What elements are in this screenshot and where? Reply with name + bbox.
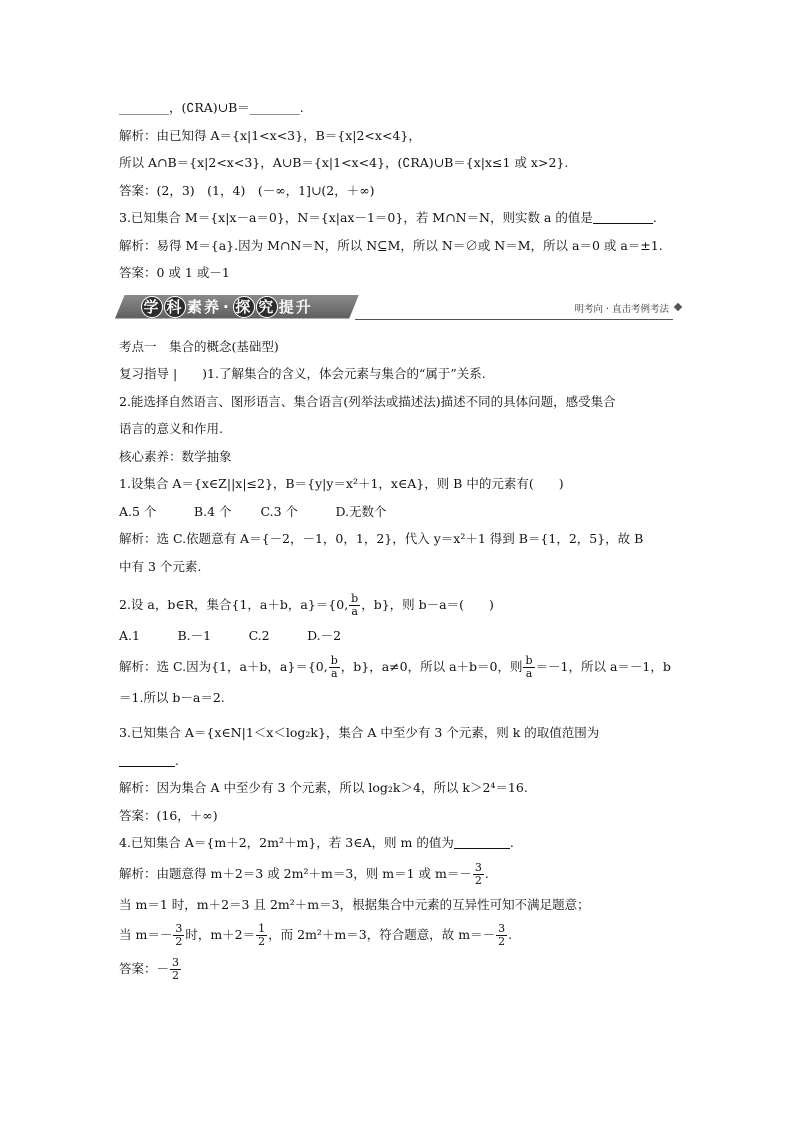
analysis-line: 解析：由题意得 m＋2＝3 或 2m²＋m＝3，则 m＝1 或 m＝－ $\frac{3}{2}$ . (119, 860, 489, 887)
answer-blank (593, 210, 653, 224)
fraction: $\frac{3}{2}$ (474, 860, 482, 887)
analysis-line: 当 m＝－ $\frac{3}{2}$ 时，m＋2＝ $\frac{1}{2}$ ，而 2m²＋m＝3，符合题意，故 m＝－ $\frac{3}{2}$ . (119, 922, 513, 948)
analysis-line: 解析：因为集合 A 中至少有 3 个元素，所以 log₂k＞4，所以 k＞2⁴＝16. (119, 780, 528, 795)
fraction: $\frac{b}{a}$ (351, 592, 359, 618)
analysis-line: 解析：选 C.依题意有 A＝{－2，－1，0，1，2}，代入 y＝x²＋1 得到 B＝{1，2，5}，故 B (119, 531, 644, 546)
review-guide: 语言的意义和作用. (119, 421, 223, 436)
answer-blank (119, 753, 175, 767)
analysis-line: 中有 3 个元素. (119, 558, 202, 574)
banner-rule (355, 319, 673, 320)
question-1-stem: 1.设集合 A＝{x∈Z||x|≤2}，B＝{y|y＝x²＋1，x∈A}，则 B 中的元素有( ) (119, 476, 564, 491)
question-3-stem: 3.已知集合 M＝{x|x－a＝0}，N＝{x|ax－1＝0}，若 M∩N＝N，则实数 a 的值是 . (119, 210, 657, 225)
analysis-line: 当 m＝1 时，m＋2＝3 且 2m²＋m＝3，根据集合中元素的互异性可知不满足题意； (119, 896, 590, 912)
analysis-line: 所以 A∩B＝{x|2<x<3}，A∪B＝{x|1<x<4}，(∁RA)∪B＝{x|x≤1 或 x>2}. (119, 155, 569, 170)
section-banner (115, 293, 681, 323)
banner-subtitle: 明考向 · 直击考例考法 (574, 303, 669, 315)
content (119, 94, 679, 986)
answer-blank (454, 835, 510, 849)
banner-title: 学 科 素养 · 探 究 提升 (141, 296, 315, 318)
answer-line: 答案：－ $\frac{3}{2}$ (119, 956, 180, 982)
question-3-blank: . (119, 747, 679, 775)
fraction: $\frac{b}{a}$ (330, 653, 338, 680)
question-1-options: A.5 个 B.4 个 C.3 个 D.无数个 (119, 503, 387, 519)
review-guide: 复习指导 | )1.了解集合的含义，体会元素与集合的“属于”关系. (119, 366, 486, 381)
fraction: $\frac{b}{a}$ (525, 653, 533, 680)
analysis-line: ＝1.所以 b－a＝2. (119, 689, 225, 705)
answer-line: 答案：(2，3) (1，4) (－∞，1]∪(2，＋∞) (119, 182, 375, 198)
fraction: $\frac{3}{2}$ (175, 922, 183, 948)
core-literacy: 核心素养：数学抽象 (119, 448, 232, 464)
fraction: $\frac{3}{2}$ (498, 922, 506, 948)
section-heading: 考点一 集合的概念(基础型) (119, 338, 279, 354)
answer-blank-line: ________，(∁RA)∪B＝________. (119, 100, 304, 115)
review-guide: 2.能选择自然语言、图形语言、集合语言(列举法或描述法)描述不同的具体问题，感受集合 (119, 393, 616, 409)
fraction: $\frac{3}{2}$ (172, 956, 180, 982)
analysis-line: 解析：选 C.因为{1，a＋b，a}＝{0, $\frac{b}{a}$ ，b}，a≠0，所以 a＋b＝0，则 $\frac{b}{a}$ ＝－1，所以 a＝－1，b (119, 653, 671, 680)
question-2-options: A.1 B.－1 C.2 D.－2 (119, 628, 342, 643)
question-3-stem: 3.已知集合 A＝{x∈N|1＜x＜log₂k}，集合 A 中至少有 3 个元素，则 k 的取值范围为 (119, 725, 600, 740)
analysis-line: 解析：易得 M＝{a}.因为 M∩N＝N，所以 N⊆M，所以 N＝∅或 N＝M，所以 a＝0 或 a＝±1. (119, 237, 663, 253)
fraction: $\frac{1}{2}$ (258, 922, 266, 948)
question-2-stem: 2.设 a，b∈R，集合{1，a＋b，a}＝{0, $\frac{b}{a}$ ，b}，则 b－a＝( ) (119, 592, 494, 618)
diamond-icon (674, 302, 682, 310)
answer-line: 答案：0 或 1 或－1 (119, 265, 230, 280)
question-4-stem: 4.已知集合 A＝{m＋2，2m²＋m}，若 3∈A，则 m 的值为 . (119, 835, 514, 850)
answer-line: 答案：(16，＋∞) (119, 807, 218, 823)
analysis-line: 解析：由已知得 A＝{x|1<x<3}，B＝{x|2<x<4}， (119, 127, 421, 143)
